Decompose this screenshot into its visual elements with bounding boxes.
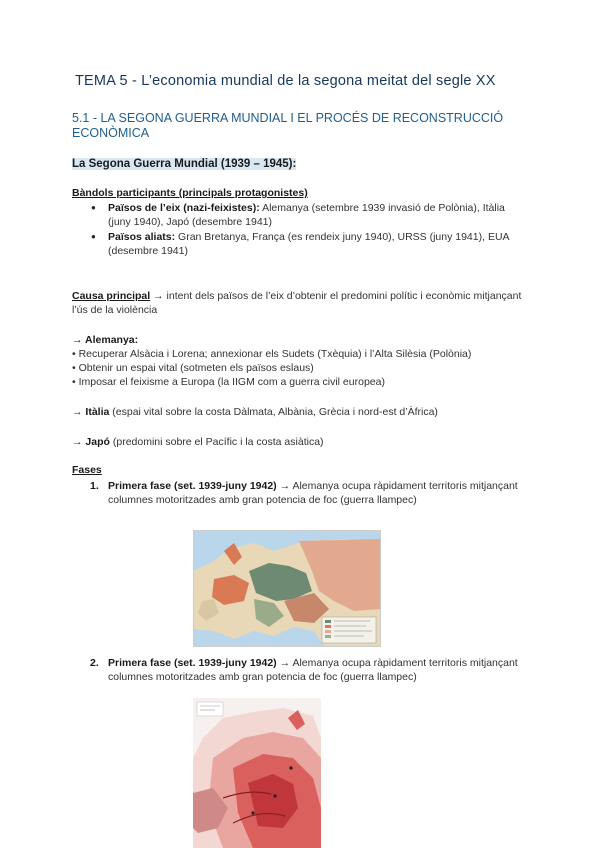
phase-item-1	[90, 479, 530, 507]
sides-list	[90, 201, 520, 259]
italy-text: (espai vital sobre la costa Dàlmata, Albània, Grècia i nord-est d’Àfrica)	[109, 406, 438, 418]
arrow: →	[72, 436, 86, 448]
allies-label: Països aliats:	[108, 231, 176, 243]
map-image	[194, 531, 380, 646]
italy-label: Itàlia	[85, 406, 110, 418]
sides-heading: Bàndols participants (principals protagonistes)	[72, 187, 308, 199]
map-image	[193, 698, 321, 848]
cause-paragraph	[72, 289, 522, 317]
list-item: • Obtenir un espai vital (sotmeten els països eslaus)	[72, 362, 314, 374]
eastern-front-map	[193, 698, 321, 848]
japan-text: (predomini sobre el Pacífic i la costa asiàtica)	[109, 436, 324, 448]
italy-line	[72, 405, 438, 419]
axis-label: Països de l’eix (nazi-feixistes):	[108, 202, 260, 214]
phase-item-2	[90, 656, 530, 684]
cause-label: Causa principal	[72, 290, 151, 302]
phases-heading: Fases	[72, 464, 102, 476]
ww2-heading: La Segona Guerra Mundial (1939 – 1945):	[72, 158, 297, 170]
axis-text: Alemanya (setembre 1939 invasió de Polònia), Itàlia (juny 1940), Japó (desembre 1941)	[108, 202, 505, 228]
list-item	[90, 201, 520, 229]
ww2-heading-line	[72, 157, 296, 171]
phase-label: Primera fase (set. 1939-juny 1942)	[108, 657, 277, 669]
allies-text: Gran Bretanya, França (es rendeix juny 1940), URSS (juny 1941), EUA (desembre 1941)	[108, 231, 509, 257]
phase-number: 1.	[90, 480, 99, 492]
japan-label: Japó	[85, 436, 110, 448]
list-item: • Imposar el feixisme a Europa (la IIGM com a guerra civil europea)	[72, 376, 385, 388]
phase-number: 2.	[90, 657, 99, 669]
arrow: →	[72, 406, 86, 418]
phase-label: Primera fase (set. 1939-juny 1942)	[108, 480, 277, 492]
list-item	[90, 230, 520, 258]
list-item: • Recuperar Alsàcia i Lorena; annexionar els Sudets (Txèquia) i l’Alta Silèsia (Polònia)	[72, 348, 472, 360]
japan-line	[72, 435, 324, 449]
phase-text: → Alemanya ocupa ràpidament territoris mitjançant columnes motoritzades amb gran potencia de foc (guerra llampec)	[108, 480, 518, 506]
page-title: TEMA 5 - L’economia mundial de la segona meitat del segle XX	[75, 73, 496, 89]
germany-label: → Alemanya:	[72, 334, 139, 346]
cause-text: → intent dels països de l’eix d’obtenir el predomini polític i econòmic mitjançant l’ús de la violència	[72, 290, 522, 316]
phases-heading-line	[72, 463, 102, 477]
europe-war-map	[193, 530, 381, 647]
sides-heading-line	[72, 186, 308, 200]
phase-text: → Alemanya ocupa ràpidament territoris mitjançant columnes motoritzades amb gran potencia de foc (guerra llampec)	[108, 657, 518, 683]
germany-block	[72, 333, 471, 389]
section-heading: 5.1 - LA SEGONA GUERRA MUNDIAL I EL PROCÉS DE RECONSTRUCCIÓ ECONÒMICA	[72, 111, 504, 140]
